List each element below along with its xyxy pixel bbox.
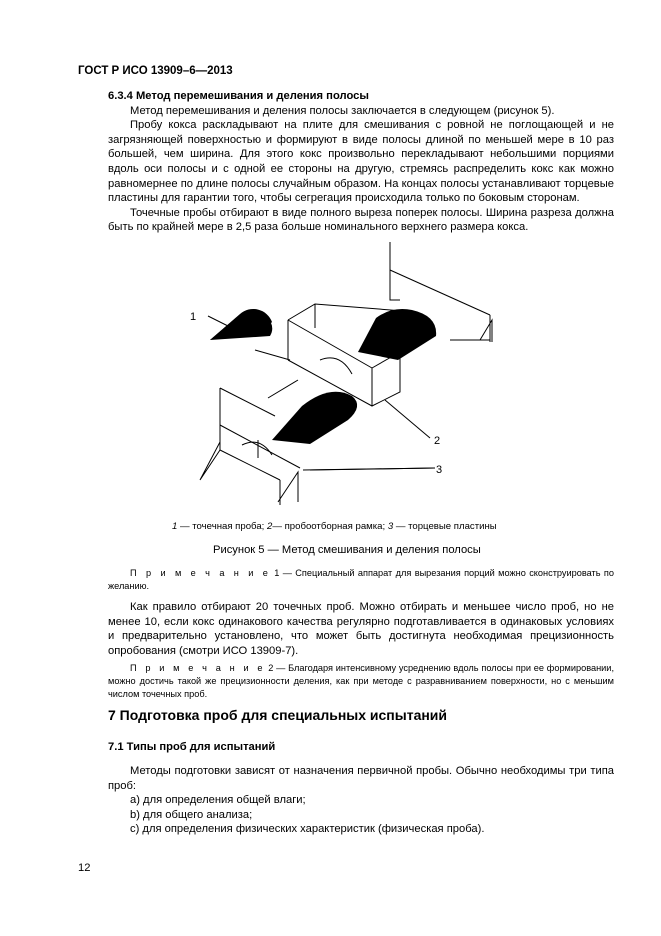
legend-number: 3 (387, 521, 394, 532)
note-prefix: П р и м е ч а н и е (130, 663, 266, 673)
figure-label-2: 2 (434, 435, 441, 447)
list-item: c) для определения физических характеристик (физическая проба). (130, 823, 485, 836)
figure-legend (172, 520, 497, 535)
note-text: 2 — Благодаря интенсивному усреднению вдоль полосы при ее формировании, можно достичь такой же прецизионности деления, как при методе с разравниванием поверхности, но с меньшим числом точечных проб. (108, 663, 614, 699)
figure-label-1: 1 (190, 311, 197, 323)
legend-number: 1 (172, 521, 178, 532)
paragraph: Методы подготовки зависят от назначения первичной пробы. Обычно необходимы три типа проб: (108, 765, 614, 792)
figure-label-3: 3 (436, 464, 443, 476)
section-heading: 6.3.4 Метод перемешивания и деления полосы (108, 90, 369, 102)
page-number: 12 (78, 862, 91, 874)
band-sample-mid (272, 392, 357, 444)
section-7-1-heading: 7.1 Типы проб для испытаний (108, 741, 276, 753)
figure-title: Рисунок 5 — Метод смешивания и деления полосы (213, 544, 481, 556)
legend-text: — пробоотборная рамка; (272, 521, 388, 532)
paragraph: Пробу кокса раскладывают на плите для смешивания с ровной не поглощающей и не загрязняющей поверхностью и формируют в виде полосы длиной по меньшей мере в 10 раз большей, чем ширина. Для этого кокс произвольно перекладывают небольшими порциями вдоль оси полосы и с одной ее стороны на другую, стремясь распределить кокс как можно равномернее по длине полосы случайным образом. На концах полосы устанавливают торцевые пластины для гарантии того, чтобы сегрегация происходила только по боковым сторонам. (108, 119, 614, 205)
point-sample-1b (210, 311, 272, 340)
list-item: b) для общего анализа; (130, 808, 253, 821)
legend-text: — торцевые пластины (393, 521, 497, 532)
figure-5-diagram (180, 240, 500, 510)
list-item: a) для определения общей влаги; (130, 794, 306, 807)
section-7-heading: 7 Подготовка проб для специальных испытаний (108, 707, 448, 723)
legend-text: — точечная проба; (177, 521, 267, 532)
document-header: ГОСТ Р ИСО 13909–6—2013 (78, 65, 233, 77)
note-1 (108, 567, 614, 593)
band-sample-top (358, 309, 436, 360)
paragraph: Точечные пробы отбирают в виде полного выреза поперек полосы. Ширина разреза должна быть по крайней мере в 2,5 раза больше номинального верхнего размера кокса. (108, 206, 614, 234)
legend-number: 2 (267, 521, 273, 532)
section-6-3-4 (108, 89, 614, 235)
paragraph: Метод перемешивания и деления полосы заключается в следующем (рисунок 5). (130, 104, 555, 117)
note-text: 1 — Специальный аппарат для вырезания порций можно сконструировать по желанию. (108, 568, 614, 591)
paragraph: Как правило отбирают 20 точечных проб. Можно отбирать и меньшее число проб, но не менее 10, если кокс одинакового качества регулярно подготавливается в одинаковых условиях и предварительно установлено, что может быть достигнута необходимая прецизионность опробования (смотри ИСО 13909-7). (108, 601, 614, 657)
note-prefix: П р и м е ч а н и е (130, 568, 271, 578)
paragraph-samples (108, 600, 614, 658)
section-7-1-body (108, 764, 614, 837)
note-2 (108, 662, 614, 700)
